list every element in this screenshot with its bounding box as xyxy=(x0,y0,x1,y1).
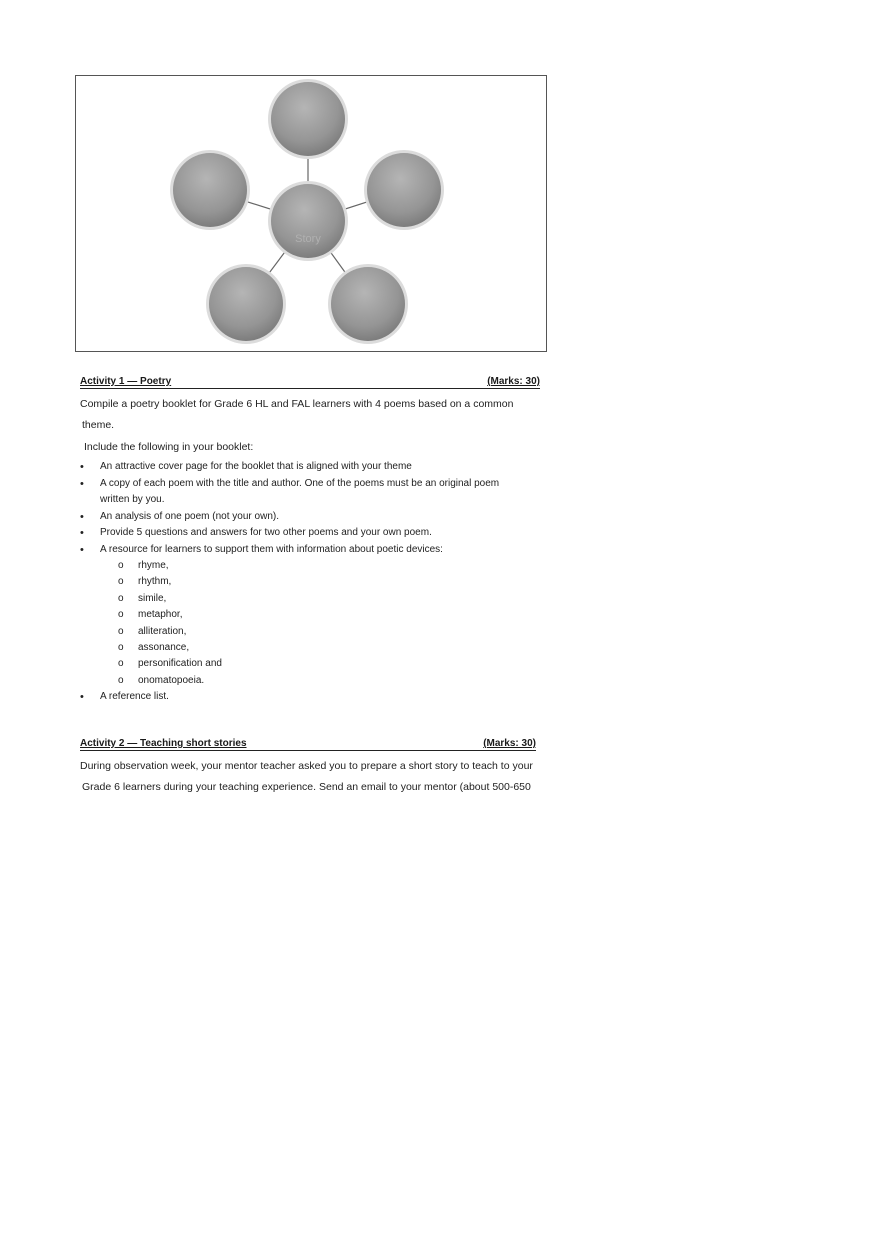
device-item: o onomatopoeia. xyxy=(118,673,550,689)
device-item: o rhyme, xyxy=(118,558,550,574)
list-item: • A resource for learners to support them with information about poetic devices: xyxy=(80,542,550,559)
list-item: • Provide 5 questions and answers for two other poems and your own poem. xyxy=(80,525,550,542)
activity1-intro-line2: theme. xyxy=(82,419,115,431)
activity1-title: Activity 1 — Poetry xyxy=(80,376,172,387)
node-bottom-left xyxy=(206,264,286,344)
list-item: • A copy of each poem with the title and author. One of the poems must be an original poem written by you. xyxy=(80,476,550,509)
node-bottom-right xyxy=(328,264,408,344)
node-center-label: Story xyxy=(295,233,321,245)
activity2-marks: (Marks: 30) xyxy=(483,738,536,749)
activity2-heading xyxy=(80,738,536,751)
node-center xyxy=(268,181,348,261)
activity2-line1: During observation week, your mentor teacher asked you to prepare a short story to teach to your xyxy=(80,760,533,772)
activity1-heading xyxy=(80,376,540,389)
device-item: o simile, xyxy=(118,591,550,607)
activity1-include: Include the following in your booklet: xyxy=(84,441,254,453)
activity1-bullet-list xyxy=(80,459,550,706)
diagram-frame xyxy=(75,75,547,352)
poetic-devices-list xyxy=(80,558,550,689)
list-item: • A reference list. xyxy=(80,689,550,706)
activity2-line2: Grade 6 learners during your teaching experience. Send an email to your mentor (about 500-650 xyxy=(82,781,531,793)
activity1-intro-line1: Compile a poetry booklet for Grade 6 HL and FAL learners with 4 poems based on a common xyxy=(80,398,514,410)
list-item: • An analysis of one poem (not your own). xyxy=(80,509,550,526)
device-item: o metaphor, xyxy=(118,607,550,623)
device-item: o alliteration, xyxy=(118,624,550,640)
node-right xyxy=(364,150,444,230)
node-top xyxy=(268,79,348,159)
node-left xyxy=(170,150,250,230)
activity1-marks: (Marks: 30) xyxy=(487,376,540,387)
device-item: o rhythm, xyxy=(118,574,550,590)
device-item: o personification and xyxy=(118,656,550,672)
story-diagram xyxy=(76,76,548,353)
device-item: o assonance, xyxy=(118,640,550,656)
activity2-title: Activity 2 — Teaching short stories xyxy=(80,738,247,749)
list-item: • An attractive cover page for the booklet that is aligned with your theme xyxy=(80,459,550,476)
